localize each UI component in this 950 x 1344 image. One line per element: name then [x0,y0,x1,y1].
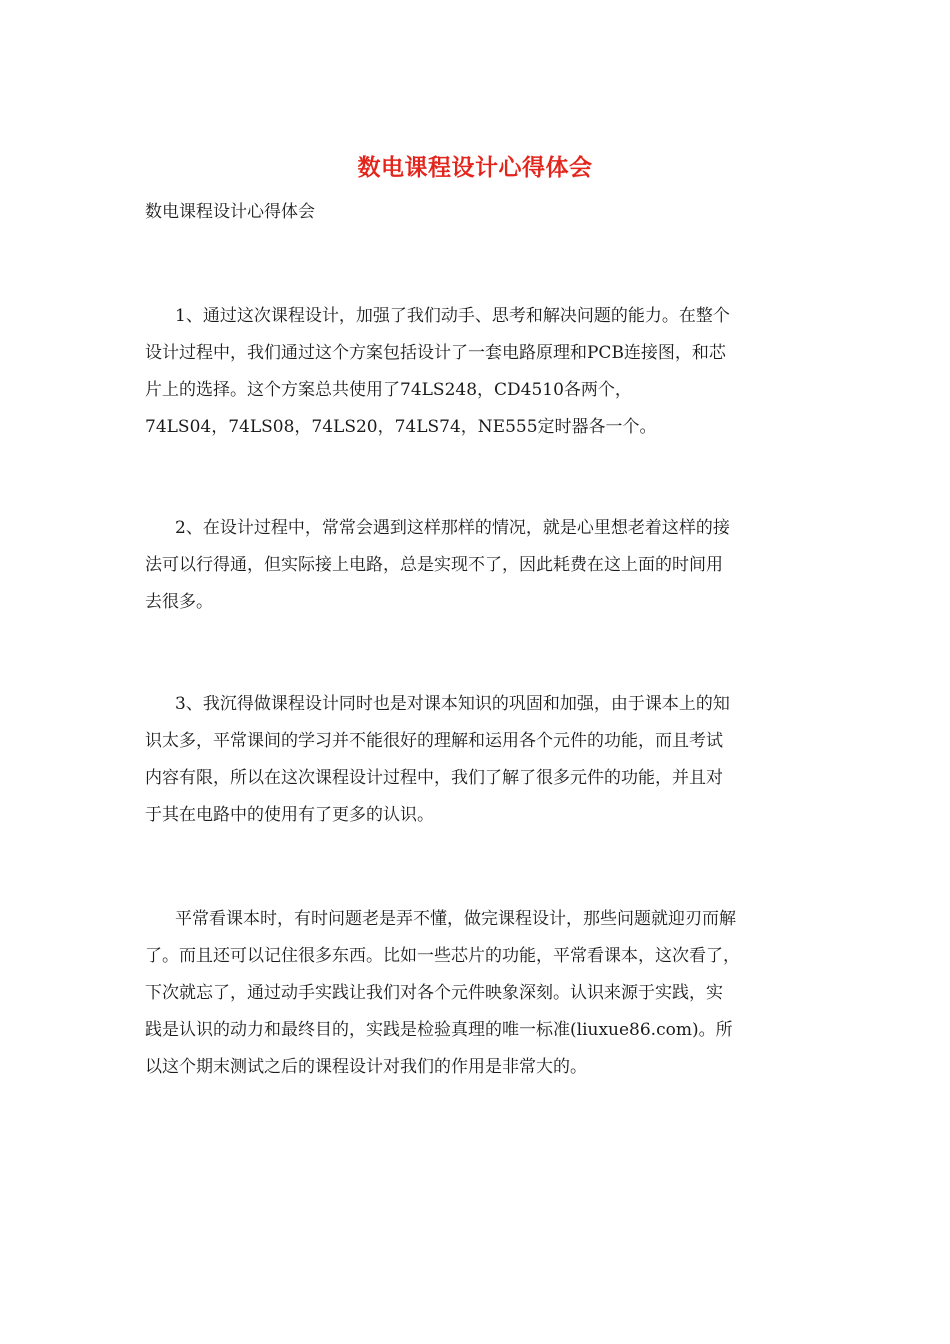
paragraph-line: 片上的选择。这个方案总共使用了74LS248，CD4510各两个， [145,380,632,400]
paragraph-line: 法可以行得通，但实际接上电路，总是实现不了，因此耗费在这上面的时间用 [145,555,723,575]
paragraph-line: 2、在设计过程中，常常会遇到这样那样的情况，就是心里想老着这样的接 [175,518,730,538]
document-title: 数电课程设计心得体会 [357,154,593,181]
paragraph-3 [145,686,805,834]
paragraph-4 [145,901,805,1086]
paragraph-line: 去很多。 [145,592,213,612]
document-subtitle: 数电课程设计心得体会 [145,202,315,222]
paragraph-2 [145,510,805,621]
paragraph-line: 3、我沉得做课程设计同时也是对课本知识的巩固和加强，由于课本上的知 [175,694,730,714]
paragraph-line: 74LS04，74LS08，74LS20，74LS74，NE555定时器各一个。 [145,417,657,437]
paragraph-1 [145,298,805,446]
paragraph-line: 平常看课本时，有时问题老是弄不懂，做完课程设计，那些问题就迎刃而解 [175,909,736,929]
paragraph-line: 设计过程中，我们通过这个方案包括设计了一套电路原理和PCB连接图，和芯 [145,343,726,363]
paragraph-line: 内容有限，所以在这次课程设计过程中，我们了解了很多元件的功能，并且对 [145,768,723,788]
paragraph-line: 以这个期末测试之后的课程设计对我们的作用是非常大的。 [145,1057,587,1077]
paragraph-line: 1、通过这次课程设计，加强了我们动手、思考和解决问题的能力。在整个 [175,306,730,326]
paragraph-line: 下次就忘了，通过动手实践让我们对各个元件映象深刻。认识来源于实践，实 [145,983,723,1003]
paragraph-line: 践是认识的动力和最终目的，实践是检验真理的唯一标准(liuxue86.com)。所 [145,1020,733,1040]
paragraph-line: 识太多，平常课间的学习并不能很好的理解和运用各个元件的功能，而且考试 [145,731,723,751]
paragraph-line: 于其在电路中的使用有了更多的认识。 [145,805,434,825]
paragraph-line: 了。而且还可以记住很多东西。比如一些芯片的功能，平常看课本，这次看了， [145,946,740,966]
